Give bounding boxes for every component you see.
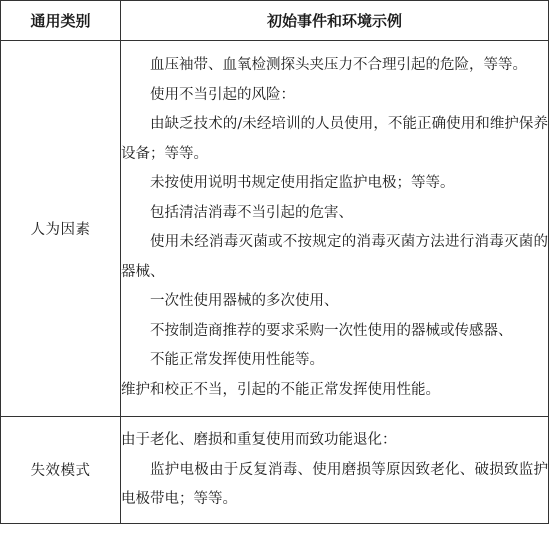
- paragraph: 不按制造商推荐的要求采购一次性使用的器械或传感器、: [150, 322, 513, 339]
- category-cell: 失效模式: [1, 417, 121, 524]
- examples-cell: [121, 417, 549, 524]
- paragraph: 未按使用说明书规定使用指定监护电极；等等。: [150, 175, 455, 191]
- paragraph: 一次性使用器械的多次使用、: [150, 293, 339, 309]
- paragraph: 使用不当引起的风险：: [150, 86, 295, 103]
- table-row: [1, 417, 549, 524]
- header-examples: 初始事件和环境示例: [121, 1, 549, 41]
- paragraph: 维护和校正不当，引起的不能正常发挥使用性能。: [121, 381, 440, 398]
- paragraph: 由缺乏技术的/未经培训的人员使用，不能正确使用和维护保养设备；等等。: [121, 116, 548, 162]
- paragraph: 监护电极由于反复消毒、使用磨损等原因致老化、破损致监护电极带电；等等。: [121, 461, 548, 507]
- paragraph: 血压袖带、血氧检测探头夹压力不合理引起的危险，等等。: [150, 57, 527, 73]
- examples-cell: [121, 41, 549, 417]
- paragraph: 使用未经消毒灭菌或不按规定的消毒灭菌方法进行消毒灭菌的器械、: [121, 234, 548, 280]
- header-row: [1, 1, 549, 41]
- table-row: [1, 41, 549, 417]
- paragraph: 包括清洁消毒不当引起的危害、: [150, 204, 353, 221]
- header-category: 通用类别: [1, 1, 121, 41]
- category-cell: 人为因素: [1, 41, 121, 417]
- paragraph: 不能正常发挥使用性能等。: [150, 352, 324, 368]
- paragraph: 由于老化、磨损和重复使用而致功能退化：: [121, 432, 397, 448]
